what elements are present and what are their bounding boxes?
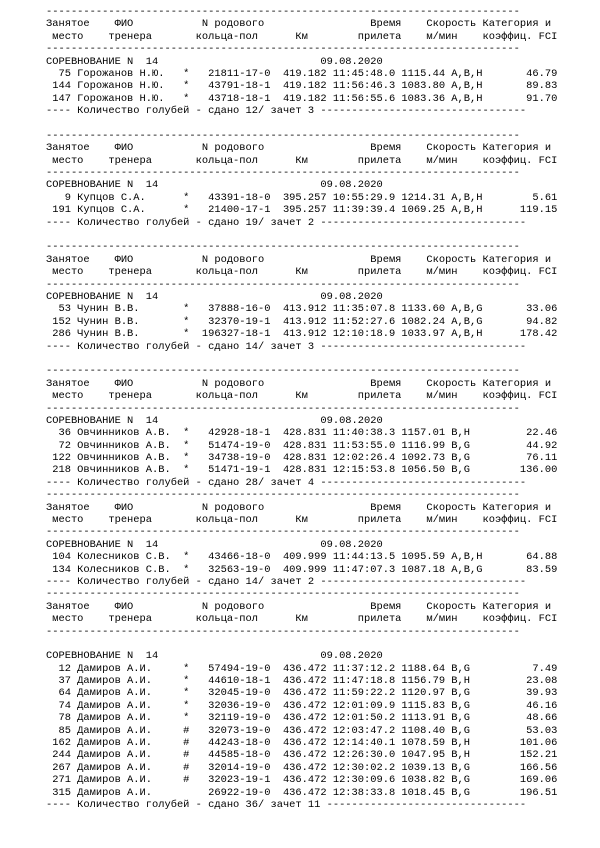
separator-line: ----------------------------------------------------------------------------: [46, 402, 520, 415]
result-row: 162 Дамиров А.И. # 44243-18-0 436.472 12:14:40.1 1078.59 B,H 101.06: [46, 737, 558, 750]
separator-line: ----------------------------------------------------------------------------: [46, 625, 520, 638]
result-row: 75 Горожанов Н.Ю. * 21811-17-0 419.182 11:45:48.0 1115.44 A,B,H 46.79: [46, 67, 558, 80]
result-row: 134 Колесников С.В. * 32563-19-0 409.999 11:47:07.3 1087.18 A,B,G 83.59: [46, 563, 558, 576]
result-row: 64 Дамиров А.И. * 32045-19-0 436.472 11:59:22.2 1120.97 B,G 39.93: [46, 687, 558, 700]
result-row: 286 Чунин В.В. * 196327-18-1 413.912 12:10:18.9 1033.97 A,B,H 178.42: [46, 328, 558, 341]
separator-line: ----------------------------------------------------------------------------: [46, 43, 520, 56]
summary-line: ---- Количество голубей - сдано 14/ зачет 2 ---------------------------------: [46, 575, 527, 588]
summary-line: ---- Количество голубей - сдано 14/ зачет 3 ---------------------------------: [46, 340, 527, 353]
separator-line: ----------------------------------------------------------------------------: [46, 526, 520, 539]
result-row: 244 Дамиров А.И. # 44585-18-0 436.472 12:26:30.0 1047.95 B,H 152.21: [46, 749, 558, 762]
result-row: 218 Овчинников А.В. * 51471-19-1 428.831 12:15:53.8 1056.50 B,G 136.00: [46, 464, 558, 477]
result-row: 144 Горожанов Н.Ю. * 43791-18-1 419.182 11:56:46.3 1083.80 A,B,H 89.83: [46, 80, 558, 93]
column-header: место тренера кольца-пол Км прилета м/мин коэффиц. FCI: [46, 266, 558, 279]
result-row: 315 Дамиров А.И. 26922-19-0 436.472 12:38:33.8 1018.45 B,G 196.51: [46, 786, 558, 799]
result-row: 267 Дамиров А.И. # 32014-19-0 436.472 12:30:02.2 1039.13 B,G 166.56: [46, 761, 558, 774]
result-row: 85 Дамиров А.И. # 32073-19-0 436.472 12:03:47.2 1108.40 B,G 53.03: [46, 724, 558, 737]
column-header: Занятое ФИО N родового Время Скорость Категория и: [46, 18, 552, 31]
separator-line: ----------------------------------------------------------------------------: [46, 6, 520, 18]
result-row: 72 Овчинников А.В. * 51474-19-0 428.831 11:53:55.0 1116.99 B,G 44.92: [46, 439, 558, 452]
summary-line: ---- Количество голубей - сдано 28/ зачет 4 ---------------------------------: [46, 476, 527, 489]
result-row: 53 Чунин В.В. * 37888-16-0 413.912 11:35:07.8 1133.60 A,B,G 33.06: [46, 303, 558, 316]
results-report: [46, 6, 557, 811]
competition-title: СОРЕВНОВАНИЕ N 14 09.08.2020: [46, 538, 383, 551]
competition-title: СОРЕВНОВАНИЕ N 14 09.08.2020: [46, 414, 383, 427]
blank-line: [46, 353, 557, 365]
column-header: место тренера кольца-пол Км прилета м/мин коэффиц. FCI: [46, 30, 558, 43]
separator-line: ----------------------------------------------------------------------------: [46, 588, 520, 601]
result-row: 9 Купцов С.А. * 43391-18-0 395.257 10:55:29.9 1214.31 A,B,H 5.61: [46, 191, 558, 204]
result-row: 37 Дамиров А.И. * 44610-18-1 436.472 11:47:18.8 1156.79 B,H 23.08: [46, 675, 558, 688]
competition-title: СОРЕВНОВАНИЕ N 14 09.08.2020: [46, 55, 383, 68]
summary-line: ---- Количество голубей - сдано 12/ зачет 3 ---------------------------------: [46, 105, 527, 118]
result-row: 74 Дамиров А.И. * 32036-19-0 436.472 12:01:09.9 1115.83 B,G 46.16: [46, 699, 558, 712]
column-header: место тренера кольца-пол Км прилета м/мин коэффиц. FCI: [46, 514, 558, 527]
separator-line: ----------------------------------------------------------------------------: [46, 365, 520, 378]
result-row: 122 Овчинников А.В. * 34738-19-0 428.831 12:02:26.4 1092.73 B,G 76.11: [46, 452, 558, 465]
result-row: 12 Дамиров А.И. * 57494-19-0 436.472 11:37:12.2 1188.64 B,G 7.49: [46, 662, 558, 675]
result-row: 78 Дамиров А.И. * 32119-19-0 436.472 12:01:50.2 1113.91 B,G 48.66: [46, 712, 558, 725]
column-header: место тренера кольца-пол Км прилета м/мин коэффиц. FCI: [46, 154, 558, 167]
column-header: Занятое ФИО N родового Время Скорость Категория и: [46, 501, 552, 514]
column-header: Занятое ФИО N родового Время Скорость Категория и: [46, 600, 552, 613]
blank-line: [46, 229, 557, 241]
separator-line: ----------------------------------------------------------------------------: [46, 278, 520, 291]
separator-line: ----------------------------------------------------------------------------: [46, 167, 520, 180]
competition-title: СОРЕВНОВАНИЕ N 14 09.08.2020: [46, 650, 383, 663]
result-row: 36 Овчинников А.В. * 42928-18-1 428.831 11:40:38.3 1157.01 B,H 22.46: [46, 427, 558, 440]
competition-title: СОРЕВНОВАНИЕ N 14 09.08.2020: [46, 179, 383, 192]
result-row: 147 Горожанов Н.Ю. * 43718-18-1 419.182 11:56:55.6 1083.36 A,B,H 91.70: [46, 92, 558, 105]
summary-line: ---- Количество голубей - сдано 19/ зачет 2 ---------------------------------: [46, 216, 527, 229]
summary-line: ---- Количество голубей - сдано 36/ зачет 11 --------------------------------: [46, 799, 527, 811]
competition-title: СОРЕВНОВАНИЕ N 14 09.08.2020: [46, 290, 383, 303]
result-row: 104 Колесников С.В. * 43466-18-0 409.999 11:44:13.5 1095.59 A,B,H 64.88: [46, 551, 558, 564]
blank-line: [46, 638, 557, 650]
separator-line: ----------------------------------------------------------------------------: [46, 129, 520, 142]
column-header: Занятое ФИО N родового Время Скорость Категория и: [46, 142, 552, 155]
column-header: Занятое ФИО N родового Время Скорость Категория и: [46, 253, 552, 266]
blank-line: [46, 118, 557, 130]
result-row: 152 Чунин В.В. * 32370-19-1 413.912 11:52:27.6 1082.24 A,B,G 94.82: [46, 315, 558, 328]
result-row: 271 Дамиров А.И. # 32023-19-1 436.472 12:30:09.6 1038.82 B,G 169.06: [46, 774, 558, 787]
column-header: место тренера кольца-пол Км прилета м/мин коэффиц. FCI: [46, 613, 558, 626]
column-header: место тренера кольца-пол Км прилета м/мин коэффиц. FCI: [46, 390, 558, 403]
separator-line: ----------------------------------------------------------------------------: [46, 489, 520, 502]
separator-line: ----------------------------------------------------------------------------: [46, 241, 520, 254]
result-row: 191 Купцов С.А. * 21400-17-1 395.257 11:39:39.4 1069.25 A,B,H 119.15: [46, 204, 558, 217]
column-header: Занятое ФИО N родового Время Скорость Категория и: [46, 377, 552, 390]
